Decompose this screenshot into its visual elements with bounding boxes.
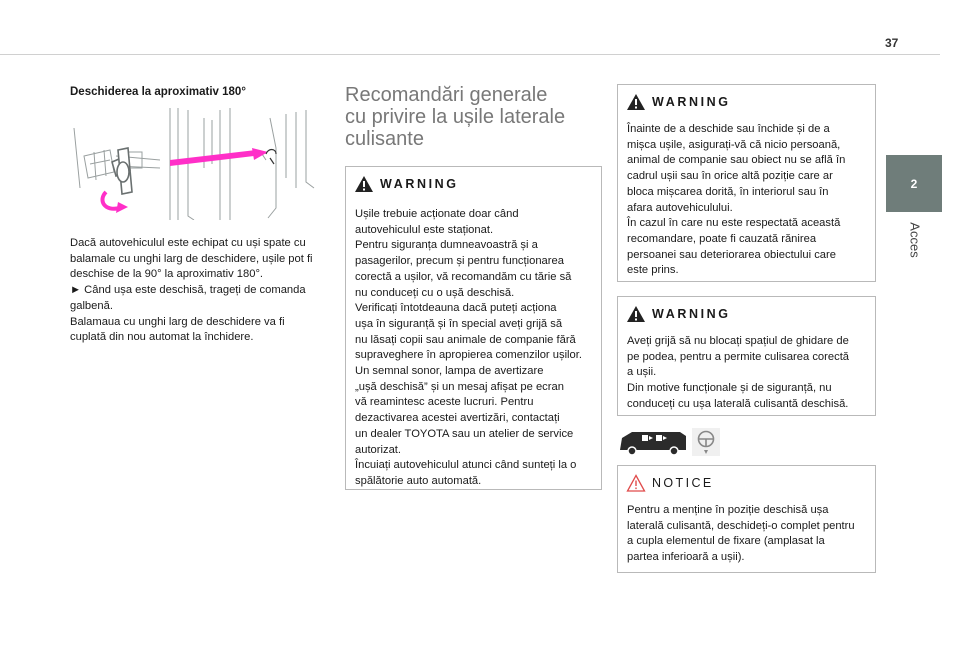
subsection-heading: Deschiderea la aproximativ 180° (70, 86, 246, 98)
text-line: ușa în siguranță și în special aveți grijă să (355, 317, 563, 330)
warning-text (627, 334, 849, 413)
text-line: conduceți cu ușa laterală culisantă deschisă. (627, 397, 849, 410)
warning-box-obstruction (617, 84, 876, 282)
warning-triangle-icon (626, 305, 646, 323)
section-title (345, 84, 605, 150)
van-icon (620, 432, 686, 455)
van-steering-icons (618, 426, 724, 458)
text-line: Dacă autovehiculul este echipat cu uși spate cu (70, 237, 306, 249)
text-line: Aveți grijă să nu blocați spațiul de ghidare de (627, 335, 849, 347)
text-line: partea inferioară a ușii). (627, 551, 745, 564)
text-line: În cazul în care nu este respectată această (627, 217, 841, 230)
section-label: Acces (907, 222, 923, 258)
text-line: spălătorie auto automată. (355, 474, 482, 487)
warning-box-floor-guide (617, 296, 876, 416)
text-line: vă reamintesc aceste lucruri. Pentru (355, 396, 534, 409)
text-line: nu lăsați copii sau animale de companie fără (355, 333, 576, 346)
text-line: autovehiculul este staționat. (355, 223, 494, 236)
section-tab[interactable] (886, 155, 942, 212)
text-line: Balamaua cu unghi larg de deschidere va fi (70, 315, 285, 328)
text-line: ► Când ușa este deschisă, trageți de comanda (70, 284, 306, 297)
pull-arrow (170, 150, 256, 166)
text-line: Pentru siguranța dumneavoastră și a (355, 239, 538, 252)
text-line: dezactivarea acestei avertizări, contactați (355, 412, 560, 425)
text-line: a ușii. (627, 366, 657, 379)
warning-label: WARNING (652, 307, 731, 321)
section-number: 2 (910, 177, 918, 191)
text-line: este prins. (627, 264, 679, 277)
text-line: a cupla elementul de fixare (amplasat la (627, 535, 825, 548)
door-hinge-illustration (70, 108, 326, 220)
notice-label: NOTICE (652, 476, 714, 490)
text-line: Din motive funcționale și de siguranță, nu (627, 382, 832, 395)
text-line: balamale cu unghi larg de deschidere, ușile pot fi (70, 252, 313, 265)
warning-text (627, 122, 845, 279)
text-line: cuplată din nou automat la închidere. (70, 331, 254, 344)
text-line: pe podea, pentru a permite culisarea corectă (627, 350, 850, 363)
text-line: persoanei sau deteriorarea obiectului care (627, 248, 836, 261)
notice-triangle-icon (626, 474, 646, 492)
text-line: un dealer TOYOTA sau un atelier de service (355, 427, 574, 440)
text-line: Un semnal sonor, lampa de avertizare (355, 365, 544, 378)
notice-text (627, 503, 855, 566)
text-line: bloca mișcarea dorită, în interiorul sau în (627, 185, 829, 198)
title-line: culisante (345, 128, 424, 150)
text-line: afara autovehiculului. (627, 201, 733, 214)
text-line: mișca ușile, asigurați-vă că nicio persoană, (627, 138, 841, 151)
title-line: cu privire la ușile laterale (345, 106, 566, 128)
header-rule (0, 54, 940, 55)
title-line: Recomandări generale (345, 84, 548, 106)
warning-label: WARNING (380, 177, 459, 191)
text-line: Înainte de a deschide sau închide și de a (627, 123, 830, 135)
text-line: pasagerilor, precum și pentru funcționarea (355, 255, 564, 268)
text-line: Verificați întotdeauna dacă puteți acționa (355, 302, 557, 315)
column1-paragraph (70, 236, 328, 346)
text-line: galbenă. (70, 299, 113, 312)
text-line: Ușile trebuie acționate doar când (355, 208, 519, 220)
text-line: animal de companie sau obiect nu se află în (627, 154, 846, 167)
text-line: laterală culisantă, deschideți-o complet pentru (627, 519, 855, 532)
text-line: Încuiați autovehiculul atunci când sunteți la o (355, 459, 577, 472)
page-number: 37 (885, 36, 899, 50)
warning-header (346, 167, 601, 199)
text-line: deschise de la 90° la aproximativ 180°. (70, 268, 264, 281)
text-line: corectă a ușilor, vă recomandăm cu tărie să (355, 270, 572, 283)
text-line: „ușă deschisă” și un mesaj afișat pe ecran (355, 380, 564, 393)
warning-header (618, 297, 875, 329)
text-line: autorizat. (355, 443, 402, 456)
text-line: nu conduceți cu o ușă deschisă. (355, 286, 515, 299)
warning-triangle-icon (354, 175, 374, 193)
warning-header (618, 85, 875, 117)
section-label-container (888, 215, 942, 275)
notice-header (618, 466, 875, 498)
steering-wheel-icon (692, 428, 720, 456)
text-line: cadrul ușii sau în orice altă poziție care ar (627, 170, 833, 183)
text-line: recomandare, poate fi cauzată rănirea (627, 232, 817, 245)
warning-label: WARNING (652, 95, 731, 109)
warning-text (355, 207, 582, 490)
warning-triangle-icon (626, 93, 646, 111)
warning-box-general (345, 166, 602, 490)
text-line: supraveghere în apropierea comenzilor ușilor. (355, 349, 582, 362)
text-line: Pentru a menține în poziție deschisă ușa (627, 504, 829, 516)
notice-box-sliding-door (617, 465, 876, 573)
